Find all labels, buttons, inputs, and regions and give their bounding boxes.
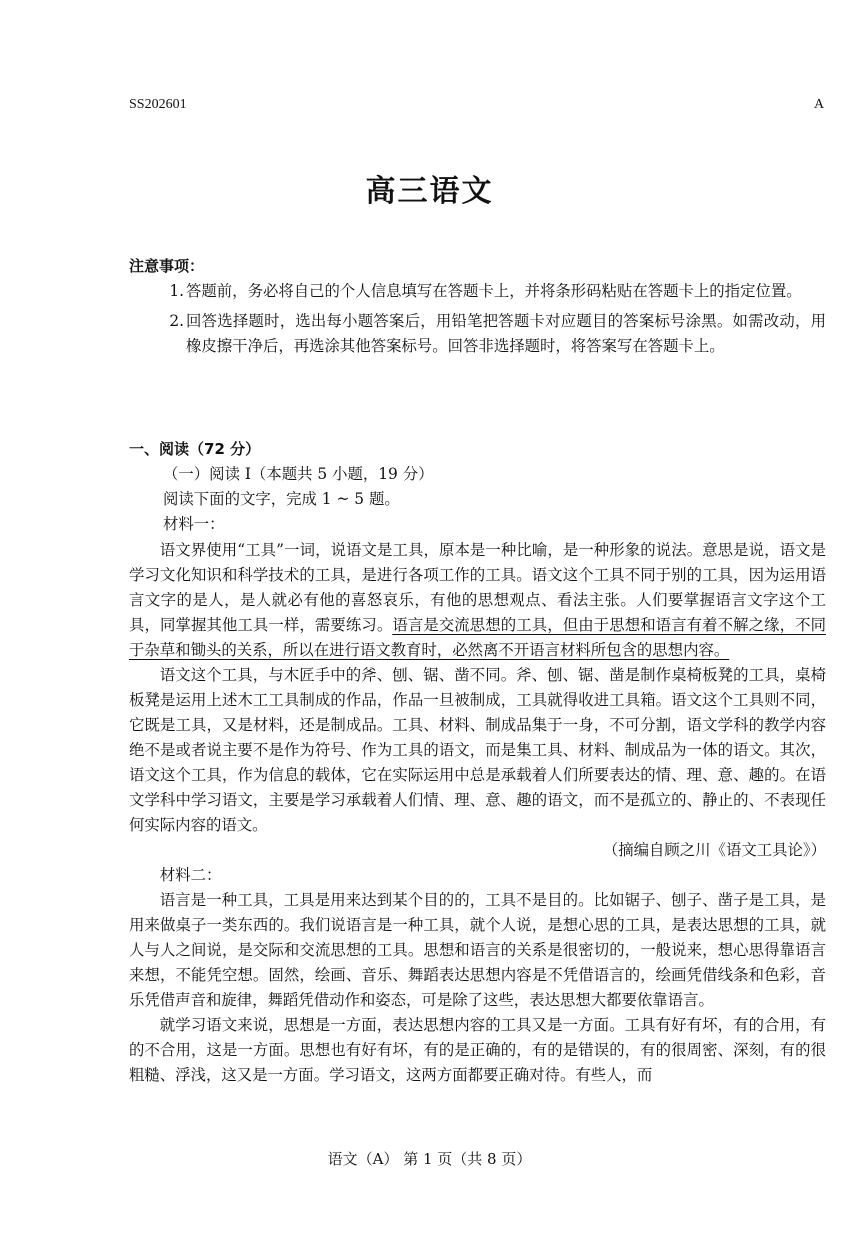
notice-item	[129, 279, 826, 304]
passage-paragraph: 语言是一种工具，工具是用来达到某个目的的，工具不是目的。比如锯子、刨子、凿子是工具，是用来做桌子一类东西的。我们说语言是一种工具，就个人说，是想心思的工具，是表达思想的工具，就人与人之间说，是交际和交流思想的工具。思想和语言的关系是很密切的，一般说来，想心思得靠语言来想，不能凭空想。固然，绘画、音乐、舞蹈表达思想内容是不凭借语言的，绘画凭借线条和色彩，音乐凭借声音和旋律，舞蹈凭借动作和姿态，可是除了这些，表达思想大都要依靠语言。	[129, 891, 826, 1009]
page-footer: 语文（A） 第 1 页（共 8 页）	[327, 1150, 532, 1168]
paper-variant: A	[814, 97, 825, 112]
passage-paragraph: 语文这个工具，与木匠手中的斧、刨、锯、凿不同。斧、刨、锯、凿是制作桌椅板凳的工具，桌椅板凳是运用上述木工工具制成的作品，作品一旦被制成，工具就得收进工具箱。语文这个工具则不同，它既是工具，又是材料，还是制成品。工具、材料、制成品集于一身，不可分割，语文学科的教学内容绝不是或者说主要不是作为符号、作为工具的语文，而是集工具、材料、制成品为一体的语文。其次，语文这个工具，作为信息的载体，它在实际运用中总是承载着人们所要表达的情、理、意、趣的。在语文学科中学习语文，主要是学习承载着人们情、理、意、趣的语文，而不是孤立的、静止的、不表现任何实际内容的语文。	[129, 666, 826, 834]
notice-item-number: 1.	[169, 282, 184, 300]
underlined-sentence: 语言是交流思想的工具，但由于思想和语言有着不解之缘，不同于杂草和锄头的关系，所以在进行语文教育时，必然离不开语言材料所包含的思想内容。	[129, 616, 826, 659]
notice-item-text: 答题前，务必将自己的个人信息填写在答题卡上，并将条形码粘贴在答题卡上的指定位置。	[186, 282, 802, 300]
passage-paragraph: 就学习语文来说，思想是一方面，表达思想内容的工具又是一方面。工具有好有坏，有的合用，有的不合用，这是一方面。思想也有好有坏，有的是正确的，有的是错误的，有的很周密、深刻，有的很粗糙、浮浅，这又是一方面。学习语文，这两方面都要正确对待。有些人，而	[129, 1016, 826, 1084]
page-title: 高三语文	[365, 174, 494, 209]
exam-code: SS202601	[129, 97, 187, 112]
material-label: 材料一：	[163, 515, 225, 533]
passage-paragraph	[129, 538, 826, 663]
reading-instruction: 阅读下面的文字，完成 1 ~ 5 题。	[163, 490, 400, 508]
subsection-heading: （一）阅读 I（本题共 5 小题，19 分）	[163, 465, 434, 483]
section-heading: 一、阅读（72 分）	[129, 440, 261, 458]
notice-item	[129, 309, 826, 359]
reading-passage	[129, 538, 826, 1088]
material-label: 材料二：	[159, 866, 222, 884]
notice-item-number: 2.	[169, 312, 184, 330]
notice-list	[129, 279, 826, 364]
notice-item-text: 回答选择题时，选出每小题答案后，用铅笔把答题卡对应题目的答案标号涂黑。如需改动，用橡皮擦干净后，再选涂其他答案标号。回答非选择题时，将答案写在答题卡上。	[186, 312, 826, 355]
notice-heading: 注意事项：	[129, 257, 205, 275]
paragraph-text: 语文界使用“工具”一词，说语文是工具，原本是一种比喻，是一种形象的说法。意思是说，语文是学习文化知识和科学技术的工具，是进行各项工作的工具。语文这个工具不同于别的工具，因为运用语言文字的是人，是人就必有他的喜怒哀乐，有他的思想观点、看法主张。人们要掌握语言文字这个工具，同掌握其他工具一样，需要练习。	[129, 541, 826, 634]
source-citation: （摘编自顾之川《语文工具论》）	[602, 841, 826, 859]
